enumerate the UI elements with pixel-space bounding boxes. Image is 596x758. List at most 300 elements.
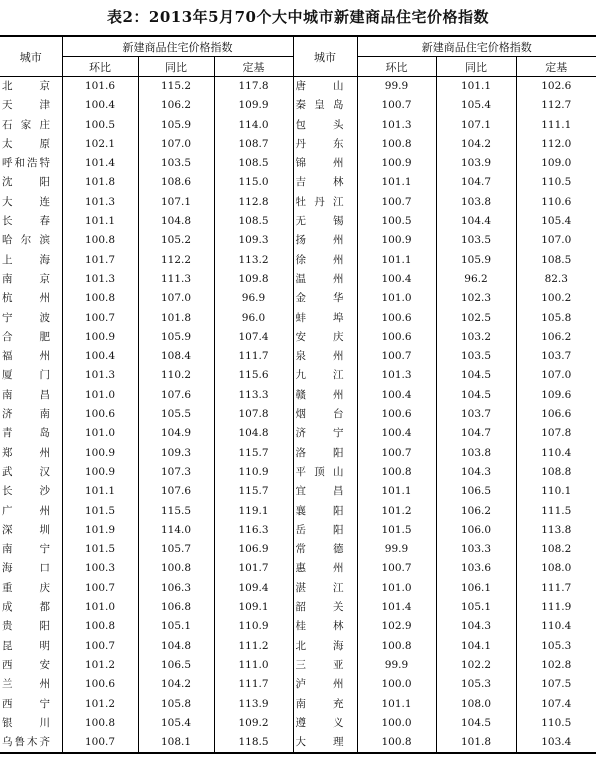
base-value: 102.6 <box>541 80 572 92</box>
yoy-value: 108.4 <box>160 350 192 363</box>
yoy-value: 103.5 <box>160 157 192 170</box>
base-value: 110.4 <box>541 620 572 633</box>
base-value: 105.8 <box>541 311 572 324</box>
city-name-left <box>0 482 62 501</box>
base-value: 111.5 <box>541 504 572 517</box>
base-cell <box>516 289 596 308</box>
header-index-group-right: 新建商品住宅价格指数 <box>357 36 596 57</box>
yoy-cell <box>138 77 214 97</box>
base-value: 108.5 <box>238 157 269 170</box>
mom-cell <box>62 521 138 540</box>
base-value: 115.7 <box>238 446 269 459</box>
city-label: 丹东 <box>295 137 344 150</box>
base-cell <box>516 521 596 540</box>
base-cell <box>214 733 293 753</box>
yoy-cell <box>138 598 214 617</box>
yoy-cell <box>436 270 516 289</box>
base-value: 110.9 <box>238 620 269 633</box>
city-label: 大理 <box>295 736 344 749</box>
yoy-value: 107.0 <box>160 137 192 150</box>
base-cell <box>516 714 596 733</box>
mom-value: 101.2 <box>84 697 116 710</box>
yoy-cell <box>138 733 214 753</box>
yoy-cell <box>138 309 214 328</box>
yoy-cell <box>138 116 214 135</box>
yoy-value: 105.1 <box>160 620 192 633</box>
city-label: 郑州 <box>2 446 50 459</box>
city-label: 兰州 <box>2 678 50 691</box>
yoy-cell <box>436 154 516 173</box>
mom-cell <box>62 695 138 714</box>
mom-cell <box>62 405 138 424</box>
mom-cell <box>357 251 436 270</box>
mom-cell <box>62 328 138 347</box>
city-name-right <box>293 463 357 482</box>
base-value: 112.7 <box>541 99 572 112</box>
mom-value: 100.9 <box>381 234 412 247</box>
yoy-cell <box>138 405 214 424</box>
header-mom-right: 环比 <box>357 57 436 77</box>
city-name-right <box>293 598 357 617</box>
base-cell <box>214 231 293 250</box>
mom-value: 100.6 <box>84 408 116 421</box>
mom-cell <box>357 695 436 714</box>
city-label: 北京 <box>2 80 50 92</box>
city-name-left <box>0 424 62 443</box>
yoy-cell <box>436 328 516 347</box>
city-label: 锦州 <box>295 157 344 170</box>
city-name-right <box>293 521 357 540</box>
yoy-cell <box>436 173 516 192</box>
base-cell <box>516 675 596 694</box>
mom-cell <box>357 714 436 733</box>
mom-value: 101.3 <box>84 195 116 208</box>
city-name-right <box>293 212 357 231</box>
city-name-left <box>0 714 62 733</box>
base-value: 115.7 <box>238 485 269 498</box>
header-yoy-left: 同比 <box>138 57 214 77</box>
base-value: 106.6 <box>541 408 572 421</box>
mom-cell <box>62 212 138 231</box>
mom-cell <box>357 77 436 97</box>
yoy-value: 115.2 <box>160 80 192 92</box>
mom-cell <box>357 502 436 521</box>
city-label: 西安 <box>2 658 50 671</box>
city-name-right <box>293 347 357 366</box>
city-name-left <box>0 251 62 270</box>
city-name-left <box>0 559 62 578</box>
city-name-right <box>293 482 357 501</box>
city-label: 太原 <box>2 137 50 150</box>
city-name-right <box>293 675 357 694</box>
yoy-cell <box>138 714 214 733</box>
yoy-value: 106.5 <box>460 485 492 498</box>
yoy-cell <box>138 173 214 192</box>
mom-cell <box>62 193 138 212</box>
city-label: 石家庄 <box>2 118 50 131</box>
table-row <box>0 77 596 97</box>
base-value: 103.4 <box>541 736 572 749</box>
base-cell <box>214 444 293 463</box>
mom-cell <box>357 173 436 192</box>
base-value: 109.3 <box>238 234 269 247</box>
base-cell <box>516 598 596 617</box>
mom-value: 100.5 <box>84 118 116 131</box>
yoy-value: 110.2 <box>160 369 192 382</box>
table-row <box>0 193 596 212</box>
city-label: 上海 <box>2 253 50 266</box>
city-name-left <box>0 502 62 521</box>
mom-value: 100.8 <box>381 465 412 478</box>
city-name-right <box>293 424 357 443</box>
mom-value: 100.9 <box>84 330 116 343</box>
table-row <box>0 116 596 135</box>
base-value: 112.8 <box>238 195 269 208</box>
base-cell <box>516 173 596 192</box>
yoy-cell <box>138 347 214 366</box>
mom-value: 101.1 <box>381 253 412 266</box>
city-label: 银川 <box>2 716 50 729</box>
base-value: 107.5 <box>541 678 572 691</box>
city-label: 无锡 <box>295 215 344 228</box>
city-label: 呼和浩特 <box>2 157 50 170</box>
base-cell <box>214 251 293 270</box>
table-row <box>0 714 596 733</box>
yoy-value: 101.8 <box>460 736 492 749</box>
base-cell <box>516 405 596 424</box>
table-row <box>0 733 596 753</box>
base-value: 118.5 <box>238 736 269 749</box>
mom-cell <box>357 405 436 424</box>
mom-cell <box>62 270 138 289</box>
yoy-cell <box>138 193 214 212</box>
table-row <box>0 328 596 347</box>
yoy-value: 104.3 <box>460 620 492 633</box>
base-cell <box>516 154 596 173</box>
base-value: 111.7 <box>541 581 572 594</box>
yoy-cell <box>138 675 214 694</box>
city-label: 宁波 <box>2 311 50 324</box>
base-value: 109.6 <box>541 388 572 401</box>
base-cell <box>214 386 293 405</box>
table-row <box>0 695 596 714</box>
city-name-right <box>293 270 357 289</box>
yoy-value: 107.1 <box>160 195 192 208</box>
yoy-cell <box>436 579 516 598</box>
table-row <box>0 173 596 192</box>
mom-cell <box>62 386 138 405</box>
yoy-value: 106.5 <box>160 658 192 671</box>
yoy-cell <box>436 212 516 231</box>
mom-cell <box>62 309 138 328</box>
mom-cell <box>357 617 436 636</box>
base-cell <box>214 714 293 733</box>
city-name-right <box>293 154 357 173</box>
mom-value: 100.4 <box>381 427 412 440</box>
mom-value: 101.5 <box>84 543 116 556</box>
yoy-value: 108.0 <box>460 697 492 710</box>
mom-value: 100.7 <box>381 99 412 112</box>
yoy-cell <box>436 675 516 694</box>
city-label: 海口 <box>2 562 50 575</box>
mom-value: 100.7 <box>84 639 116 652</box>
yoy-cell <box>138 656 214 675</box>
yoy-value: 106.8 <box>160 601 192 614</box>
yoy-value: 102.5 <box>460 311 492 324</box>
yoy-cell <box>138 482 214 501</box>
city-label: 沈阳 <box>2 176 50 189</box>
base-value: 107.0 <box>541 369 572 382</box>
city-label: 南充 <box>295 697 344 710</box>
yoy-value: 102.3 <box>460 292 492 305</box>
table-row <box>0 463 596 482</box>
yoy-value: 103.9 <box>460 157 492 170</box>
mom-value: 100.6 <box>84 678 116 691</box>
mom-value: 100.9 <box>84 465 116 478</box>
yoy-value: 102.2 <box>460 658 492 671</box>
city-label: 湛江 <box>295 581 344 594</box>
city-label: 厦门 <box>2 369 50 382</box>
city-label: 乌鲁木齐 <box>2 736 50 749</box>
yoy-value: 105.2 <box>160 234 192 247</box>
yoy-value: 104.8 <box>160 215 192 228</box>
city-label: 西宁 <box>2 697 50 710</box>
yoy-value: 105.9 <box>160 330 192 343</box>
yoy-value: 104.5 <box>460 716 492 729</box>
yoy-cell <box>436 424 516 443</box>
base-value: 96.9 <box>241 292 266 305</box>
city-label: 温州 <box>295 272 344 285</box>
mom-cell <box>357 559 436 578</box>
mom-cell <box>357 656 436 675</box>
mom-value: 101.3 <box>381 118 412 131</box>
city-label: 杭州 <box>2 292 50 305</box>
mom-cell <box>62 251 138 270</box>
base-value: 112.0 <box>541 137 572 150</box>
city-label: 牡丹江 <box>295 195 344 208</box>
base-value: 108.5 <box>541 253 572 266</box>
base-cell <box>214 347 293 366</box>
city-label: 安庆 <box>295 330 344 343</box>
yoy-cell <box>436 96 516 115</box>
base-value: 105.3 <box>541 639 572 652</box>
mom-cell <box>357 579 436 598</box>
yoy-value: 109.3 <box>160 446 192 459</box>
table-row <box>0 347 596 366</box>
base-value: 107.8 <box>238 408 269 421</box>
yoy-value: 107.0 <box>160 292 192 305</box>
table-row <box>0 405 596 424</box>
base-cell <box>214 328 293 347</box>
mom-value: 100.8 <box>84 234 116 247</box>
yoy-cell <box>436 482 516 501</box>
mom-value: 100.9 <box>84 446 116 459</box>
base-cell <box>516 579 596 598</box>
city-name-right <box>293 386 357 405</box>
mom-cell <box>62 579 138 598</box>
city-label: 广州 <box>2 504 50 517</box>
base-cell <box>516 366 596 385</box>
yoy-cell <box>138 270 214 289</box>
mom-cell <box>62 135 138 154</box>
mom-cell <box>62 424 138 443</box>
city-name-right <box>293 733 357 753</box>
city-name-left <box>0 598 62 617</box>
city-label: 秦皇岛 <box>295 99 344 112</box>
base-value: 111.7 <box>238 678 269 691</box>
mom-cell <box>357 309 436 328</box>
table-row <box>0 559 596 578</box>
base-value: 113.2 <box>238 253 269 266</box>
mom-cell <box>357 193 436 212</box>
table-row <box>0 502 596 521</box>
yoy-value: 104.8 <box>160 639 192 652</box>
mom-value: 101.3 <box>84 272 116 285</box>
mom-cell <box>357 96 436 115</box>
city-label: 长春 <box>2 215 50 228</box>
yoy-cell <box>436 386 516 405</box>
mom-value: 101.0 <box>381 292 412 305</box>
yoy-cell <box>436 309 516 328</box>
mom-cell <box>62 366 138 385</box>
mom-cell <box>62 116 138 135</box>
mom-value: 101.2 <box>84 658 116 671</box>
base-cell <box>214 193 293 212</box>
city-label: 徐州 <box>295 253 344 266</box>
yoy-value: 105.3 <box>460 678 492 691</box>
city-label: 遵义 <box>295 716 344 729</box>
base-value: 110.5 <box>541 716 572 729</box>
yoy-value: 105.5 <box>160 408 192 421</box>
mom-value: 100.7 <box>84 311 116 324</box>
yoy-cell <box>138 579 214 598</box>
mom-value: 100.3 <box>84 562 116 575</box>
city-name-left <box>0 386 62 405</box>
base-cell <box>516 212 596 231</box>
mom-value: 101.4 <box>84 157 116 170</box>
yoy-value: 103.5 <box>460 234 492 247</box>
city-name-left <box>0 733 62 753</box>
mom-cell <box>357 598 436 617</box>
city-name-left <box>0 637 62 656</box>
base-cell <box>516 617 596 636</box>
city-label: 长沙 <box>2 485 50 498</box>
yoy-cell <box>138 424 214 443</box>
yoy-value: 105.4 <box>160 716 192 729</box>
base-value: 113.3 <box>238 388 269 401</box>
mom-value: 100.9 <box>381 157 412 170</box>
mom-value: 101.1 <box>84 215 116 228</box>
yoy-cell <box>138 328 214 347</box>
table-row <box>0 637 596 656</box>
table-row <box>0 675 596 694</box>
yoy-value: 103.6 <box>460 562 492 575</box>
city-name-right <box>293 444 357 463</box>
yoy-value: 103.3 <box>460 543 492 556</box>
mom-cell <box>62 444 138 463</box>
city-name-left <box>0 289 62 308</box>
city-name-right <box>293 289 357 308</box>
mom-cell <box>357 212 436 231</box>
mom-cell <box>357 135 436 154</box>
city-name-left <box>0 366 62 385</box>
city-name-left <box>0 405 62 424</box>
header-base-right: 定基 <box>516 57 596 77</box>
mom-cell <box>62 617 138 636</box>
city-name-right <box>293 328 357 347</box>
mom-cell <box>357 637 436 656</box>
base-value: 115.6 <box>238 369 269 382</box>
yoy-value: 104.9 <box>160 427 192 440</box>
base-value: 106.9 <box>238 543 269 556</box>
mom-value: 101.1 <box>381 176 412 189</box>
city-label: 泸州 <box>295 678 344 691</box>
mom-value: 100.6 <box>381 311 412 324</box>
base-cell <box>516 77 596 97</box>
yoy-cell <box>436 617 516 636</box>
mom-value: 101.3 <box>84 369 116 382</box>
mom-value: 99.9 <box>384 543 409 556</box>
yoy-cell <box>138 386 214 405</box>
mom-value: 101.5 <box>84 504 116 517</box>
mom-cell <box>357 366 436 385</box>
table-row <box>0 617 596 636</box>
yoy-cell <box>436 695 516 714</box>
yoy-value: 104.4 <box>460 215 492 228</box>
mom-value: 101.0 <box>84 601 116 614</box>
mom-value: 101.1 <box>381 697 412 710</box>
yoy-cell <box>436 231 516 250</box>
yoy-value: 104.2 <box>460 137 492 150</box>
base-cell <box>214 289 293 308</box>
base-cell <box>516 559 596 578</box>
city-name-left <box>0 444 62 463</box>
yoy-cell <box>138 521 214 540</box>
base-cell <box>214 270 293 289</box>
city-label: 福州 <box>2 350 50 363</box>
yoy-value: 105.9 <box>160 118 192 131</box>
city-name-right <box>293 309 357 328</box>
city-name-right <box>293 540 357 559</box>
city-name-right <box>293 135 357 154</box>
table-row <box>0 309 596 328</box>
yoy-cell <box>436 733 516 753</box>
mom-value: 99.9 <box>384 658 409 671</box>
mom-value: 100.8 <box>84 716 116 729</box>
city-name-left <box>0 309 62 328</box>
mom-value: 101.9 <box>84 523 116 536</box>
mom-cell <box>357 424 436 443</box>
yoy-value: 106.1 <box>460 581 492 594</box>
mom-value: 101.4 <box>381 601 412 614</box>
table-row <box>0 251 596 270</box>
table-row <box>0 270 596 289</box>
city-label: 天津 <box>2 99 50 112</box>
table-row <box>0 521 596 540</box>
base-cell <box>516 231 596 250</box>
base-cell <box>516 116 596 135</box>
yoy-value: 112.2 <box>160 253 192 266</box>
base-cell <box>516 540 596 559</box>
table-row <box>0 540 596 559</box>
yoy-cell <box>138 212 214 231</box>
city-name-left <box>0 212 62 231</box>
base-value: 107.0 <box>541 234 572 247</box>
city-name-right <box>293 656 357 675</box>
mom-cell <box>62 502 138 521</box>
base-cell <box>516 424 596 443</box>
base-value: 107.8 <box>541 427 572 440</box>
